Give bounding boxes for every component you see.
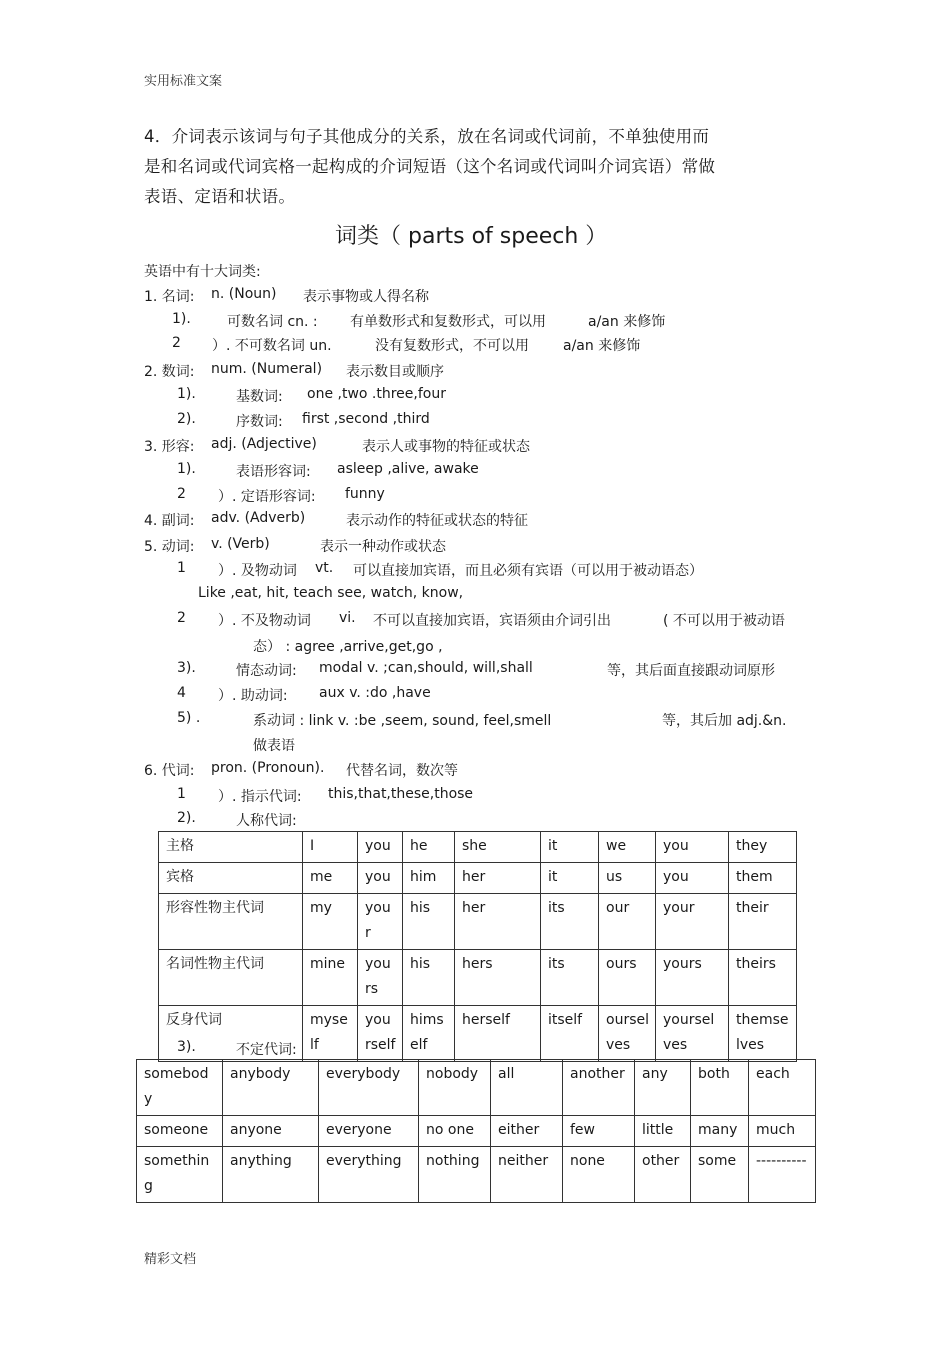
noun-sub2-num: 2 (172, 335, 181, 351)
table-cell: all (491, 1060, 563, 1116)
table-row (159, 832, 797, 863)
numeral-sub1-label: 基数词: (236, 389, 283, 405)
pronoun-sub3-label: 不定代词: (236, 1042, 297, 1058)
table-cell: us (599, 863, 656, 894)
table-cell: little (635, 1116, 691, 1147)
table-cell: everyone (319, 1116, 419, 1147)
numeral-abbr: num. (Numeral) (211, 361, 323, 377)
table-cell: theirs (729, 950, 797, 1006)
table-cell: myself (303, 1006, 358, 1062)
adjective-label: 3. 形容: (144, 439, 195, 455)
table-cell: it (541, 832, 599, 863)
table-cell: yourself (358, 1006, 403, 1062)
table-cell: any (635, 1060, 691, 1116)
table-cell: her (455, 863, 541, 894)
adjective-sub2-label: ）. 定语形容词: (218, 489, 316, 505)
table-cell: 名词性物主代词 (159, 950, 303, 1006)
noun-sub1-article: a/an 来修饰 (588, 314, 666, 330)
adjective-sub1-label: 表语形容词: (236, 464, 311, 480)
table-cell: 主格 (159, 832, 303, 863)
verb-sub2-desc: 不可以直接加宾语，宾语须由介词引出 (373, 613, 611, 629)
table-cell: he (403, 832, 455, 863)
table-cell: few (563, 1116, 635, 1147)
table-cell: ourselves (599, 1006, 656, 1062)
verb-sub1-label: ）. 及物动词 (218, 563, 297, 579)
table-cell: ours (599, 950, 656, 1006)
noun-sub2-label: ）. 不可数名词 un. (212, 338, 332, 354)
paragraph-line-1: 4．介词表示该词与句子其他成分的关系，放在名词或代词前，不单独使用而 (144, 127, 710, 146)
table-cell: she (455, 832, 541, 863)
table-cell: other (635, 1147, 691, 1203)
table-cell: none (563, 1147, 635, 1203)
noun-sub1-label: 可数名词 cn. : (227, 314, 318, 330)
adjective-abbr: adj. (Adjective) (211, 436, 317, 452)
page-header: 实用标准文案 (144, 74, 223, 89)
noun-sub1-desc: 有单数形式和复数形式，可以用 (350, 314, 546, 330)
table-cell: no one (419, 1116, 491, 1147)
table-cell: either (491, 1116, 563, 1147)
table-cell: mine (303, 950, 358, 1006)
table-cell: nothing (419, 1147, 491, 1203)
table-row (137, 1116, 816, 1147)
table-cell: everything (319, 1147, 419, 1203)
verb-sub1-examples: Like ,eat, hit, teach see, watch, know, (198, 585, 464, 601)
table-cell: my (303, 894, 358, 950)
table-cell: 宾格 (159, 863, 303, 894)
numeral-desc: 表示数目或顺序 (346, 364, 444, 380)
pronoun-sub3-num: 3). (177, 1039, 196, 1055)
verb-sub2-num: 2 (177, 610, 186, 626)
table-row (159, 894, 797, 950)
verb-sub2-note: ( 不可以用于被动语 (663, 613, 785, 629)
pronoun-sub1-num: 1 (177, 786, 186, 802)
intro-text: 英语中有十大词类: (144, 264, 261, 280)
pronoun-sub1-ex: this,that,these,those (328, 786, 474, 802)
noun-label: 1. 名词: (144, 289, 195, 305)
pronoun-label: 6. 代词: (144, 763, 195, 779)
adjective-sub1-num: 1). (177, 461, 196, 477)
noun-abbr: n. (Noun) (211, 286, 277, 302)
table-cell: ---------- (749, 1147, 816, 1203)
verb-sub5-note: 等，其后加 adj.&n. (662, 713, 787, 729)
pronoun-sub2-num: 2). (177, 810, 196, 826)
verb-label: 5. 动词: (144, 539, 195, 555)
table-cell: him (403, 863, 455, 894)
table-cell: anybody (223, 1060, 319, 1116)
verb-sub5-label: 系动词 : link v. :be ,seem, sound, feel,smell (253, 713, 552, 729)
numeral-sub2-ex: first ,second ,third (302, 411, 430, 427)
table-cell: I (303, 832, 358, 863)
numeral-sub1-num: 1). (177, 386, 196, 402)
verb-sub4-label: ）. 助动词: (218, 688, 288, 704)
numeral-sub1-ex: one ,two .three,four (307, 386, 446, 402)
table-cell: someone (137, 1116, 223, 1147)
verb-sub1-vt: vt. (315, 560, 334, 576)
table-cell: yours (656, 950, 729, 1006)
adjective-sub1-ex: asleep ,alive, awake (337, 461, 479, 477)
verb-sub4-num: 4 (177, 685, 186, 701)
table-cell: them (729, 863, 797, 894)
numeral-sub2-num: 2). (177, 411, 196, 427)
table-cell: some (691, 1147, 749, 1203)
table-cell: you (656, 832, 729, 863)
verb-desc: 表示一种动作或状态 (320, 539, 446, 555)
paragraph-line-3: 表语、定语和状语。 (144, 187, 296, 206)
section-title: 词类（ parts of speech ） (335, 224, 608, 249)
adjective-sub2-num: 2 (177, 486, 186, 502)
table-cell: our (599, 894, 656, 950)
table-cell: your (656, 894, 729, 950)
table-cell: me (303, 863, 358, 894)
table-cell: himself (403, 1006, 455, 1062)
table-cell: we (599, 832, 656, 863)
table-cell: anything (223, 1147, 319, 1203)
indefinite-pronoun-table (136, 1059, 816, 1203)
table-row (159, 950, 797, 1006)
verb-abbr: v. (Verb) (211, 536, 270, 552)
table-cell: everybody (319, 1060, 419, 1116)
noun-sub1-num: 1). (172, 311, 191, 327)
table-row (159, 863, 797, 894)
adjective-desc: 表示人或事物的特征或状态 (362, 439, 530, 455)
table-cell: nobody (419, 1060, 491, 1116)
table-cell: herself (455, 1006, 541, 1062)
page-footer: 精彩文档 (144, 1252, 197, 1267)
table-cell: they (729, 832, 797, 863)
table-cell: yourselves (656, 1006, 729, 1062)
table-cell: his (403, 894, 455, 950)
table-cell: your (358, 894, 403, 950)
verb-sub2-vi: vi. (339, 610, 356, 626)
table-cell: anyone (223, 1116, 319, 1147)
paragraph-line-2: 是和名词或代词宾格一起构成的介词短语（这个名词或代词叫介词宾语）常做 (144, 157, 716, 176)
table-cell: 反身代词 (159, 1006, 303, 1062)
adjective-sub2-ex: funny (345, 486, 385, 502)
pronoun-sub1-label: ）. 指示代词: (218, 789, 302, 805)
table-cell: you (358, 863, 403, 894)
verb-sub5-cont: 做表语 (253, 738, 295, 754)
table-row (137, 1147, 816, 1203)
table-cell: her (455, 894, 541, 950)
verb-sub1-desc: 可以直接加宾语，而且必须有宾语（可以用于被动语态） (353, 563, 703, 579)
table-cell: each (749, 1060, 816, 1116)
noun-sub2-desc: 没有复数形式，不可以用 (375, 338, 529, 354)
table-cell: you (358, 832, 403, 863)
table-cell: another (563, 1060, 635, 1116)
verb-sub3-label: 情态动词: (236, 663, 297, 679)
table-cell: it (541, 863, 599, 894)
verb-sub3-ex: modal v. ;can,should, will,shall (319, 660, 533, 676)
numeral-label: 2. 数词: (144, 364, 195, 380)
table-cell: somebody (137, 1060, 223, 1116)
table-cell: themselves (729, 1006, 797, 1062)
verb-sub2-label: ）. 不及物动词 (218, 613, 311, 629)
noun-sub2-article: a/an 来修饰 (563, 338, 641, 354)
table-cell: much (749, 1116, 816, 1147)
personal-pronoun-table (158, 831, 797, 1062)
verb-sub3-num: 3). (177, 660, 196, 676)
pronoun-abbr: pron. (Pronoun). (211, 760, 325, 776)
verb-sub3-note: 等，其后面直接跟动词原形 (607, 663, 775, 679)
table-cell: something (137, 1147, 223, 1203)
table-cell: neither (491, 1147, 563, 1203)
pronoun-sub2-label: 人称代词: (236, 813, 297, 829)
table-cell: their (729, 894, 797, 950)
table-cell: both (691, 1060, 749, 1116)
pronoun-desc: 代替名词，数次等 (346, 763, 458, 779)
verb-sub1-num: 1 (177, 560, 186, 576)
table-cell: its (541, 894, 599, 950)
adverb-label: 4. 副词: (144, 513, 195, 529)
table-cell: yours (358, 950, 403, 1006)
noun-desc: 表示事物或人得名称 (303, 289, 429, 305)
table-row (137, 1060, 816, 1116)
table-cell: its (541, 950, 599, 1006)
table-cell: you (656, 863, 729, 894)
verb-sub5-num: 5) . (177, 710, 201, 726)
table-cell: many (691, 1116, 749, 1147)
table-cell: itself (541, 1006, 599, 1062)
adverb-abbr: adv. (Adverb) (211, 510, 306, 526)
adverb-desc: 表示动作的特征或状态的特征 (346, 513, 528, 529)
verb-sub2-cont: 态） : agree ,arrive,get,go , (253, 639, 443, 655)
numeral-sub2-label: 序数词: (236, 414, 283, 430)
table-cell: 形容性物主代词 (159, 894, 303, 950)
verb-sub4-ex: aux v. :do ,have (319, 685, 431, 701)
table-cell: his (403, 950, 455, 1006)
table-cell: hers (455, 950, 541, 1006)
